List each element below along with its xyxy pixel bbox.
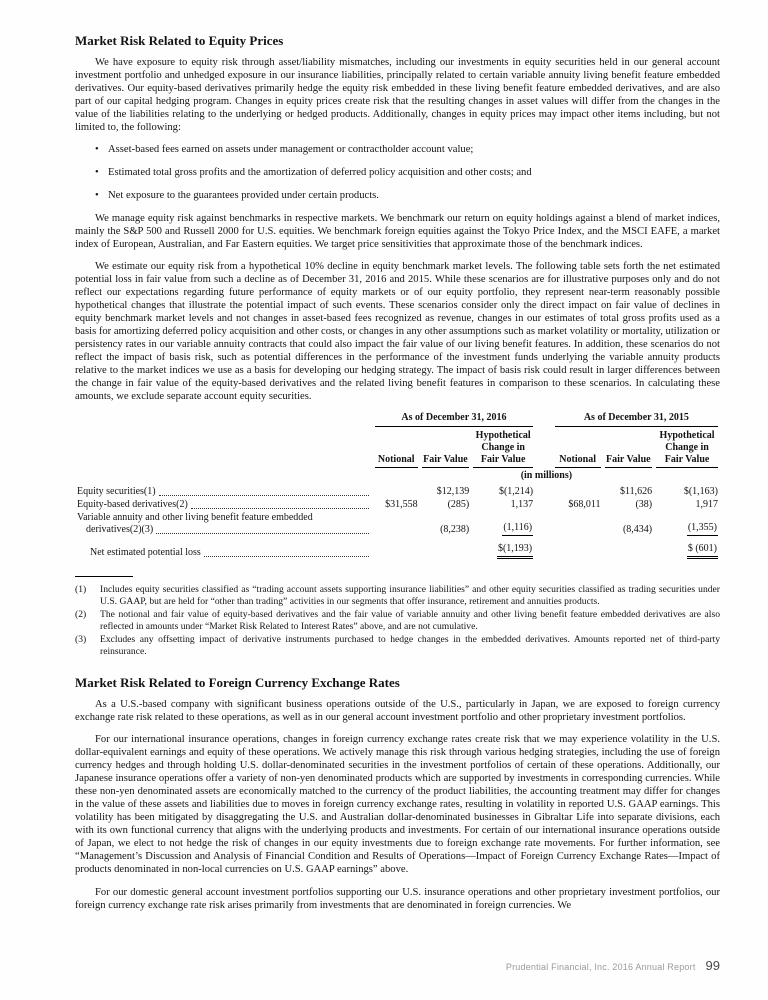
bullet-icon: • [95, 190, 99, 201]
cell-value: $12,139 [436, 486, 470, 497]
section-heading-foreign-currency: Market Risk Related to Foreign Currency Exchange Rates [75, 675, 400, 690]
footnote-text: Includes equity securities classified as “trading account assets supporting insurance liabilities” and other equity securities classified as trading securities under U.S. GAAP, but are held for “other than trading” activities in our segments that offer insurance, retirement and annuities products. [100, 584, 720, 607]
page-footer [506, 958, 720, 973]
footnote-number: (2) [75, 609, 87, 620]
cell-value: $31,558 [385, 499, 418, 510]
paragraph: For our international insurance operations, changes in foreign currency exchange rates create risk that we may experience volatility in the U.S. dollar-equivalent earnings and equity of these operations. We actively manage this risk through various hedging strategies, including the use of foreign currency hedges and through holding U.S. dollar-denominated securities in the investment portfolios of certain of these operations. Additionally, our Japanese insurance operations offer a variety of non-yen denominated products which are supported by investments in corresponding currencies. While these non-yen denominated assets are economically matched to the currency of the product liabilities, the accounting treatment may differ for changes in the value of these assets and liabilities due to moves in foreign currency exchange rates, resulting in volatility in reported U.S. GAAP earnings. This volatility has been mitigated by disaggregating the U.S. and Australian dollar-denominated businesses in Gibraltar Life into separate divisions, each with its own functional currency that aligns with the underlying products and investments. For certain of our international insurance operations outside of Japan, we elect to not hedge the risk of changes in our equity investments due to foreign exchange rate movements. For further information, see “Management’s Discussion and Analysis of Financial Condition and Results of Operations—Impact of Foreign Currency Exchange Rates—Impact of products denominated in non-local currencies on U.S. GAAP earnings” above. [75, 734, 720, 875]
cell-value [373, 511, 420, 536]
table-row [75, 511, 720, 536]
table-row-total [75, 536, 720, 561]
table-group-header-2016: As of December 31, 2016 [375, 412, 533, 427]
paragraph: We have exposure to equity risk through asset/liability mismatches, including our investments in equity securities held in our general account investment portfolio and unhedged exposure in our insurance liabilities, principally related to certain variable annuity living benefit feature embedded derivatives. Our equity-based derivatives primarily hedge the equity risk embedded in these living benefit feature embedded derivatives, and are also part of our capital hedging program. Changes in equity prices create risk that the resulting changes in asset values will differ from the changes in the value of the liabilities relating to the underlying or hedged products. Additionally, changes in equity prices may impact other items including, but not limited to, the following: [75, 57, 720, 133]
leader-dots [159, 494, 369, 496]
footnote-number: (1) [75, 584, 87, 595]
column-header-fair-value-2015: Fair Value [605, 454, 653, 468]
row-label: Net estimated potential loss [90, 547, 201, 558]
section-heading-equity-prices: Market Risk Related to Equity Prices [75, 33, 284, 48]
paragraph: For our domestic general account investment portfolios supporting our U.S. insurance operations and other proprietary investment portfolios, our foreign currency exchange rate risk arises primarily from investments that are denominated in foreign currencies. We [75, 887, 720, 911]
column-header-fair-value-2016: Fair Value [422, 454, 470, 468]
bullet-text: Estimated total gross profits and the amortization of deferred policy acquisition and other costs; and [108, 167, 532, 178]
cell-value: (1,355) [687, 522, 718, 536]
cell-value-total: $(1,193) [497, 543, 533, 559]
page-number: 99 [705, 958, 720, 973]
bullet-item [75, 143, 720, 156]
bullet-text: Net exposure to the guarantees provided under certain products. [108, 190, 379, 201]
cell-value [553, 485, 603, 498]
paragraph: We manage equity risk against benchmarks in respective markets. We benchmark our return on equity holdings against a blend of market indices, mainly the S&P 500 and Russell 2000 for U.S. equities. We benchmark foreign equities against the Tokyo Price Index, and the MSCI EAFE, a market index of European, Australian, and Far Eastern equities. We target price sensitivities that approximate those of the benchmark indices. [75, 213, 720, 250]
cell-value: (8,238) [440, 524, 470, 535]
bullet-item [75, 189, 720, 202]
bullet-item [75, 166, 720, 179]
row-label: Equity-based derivatives(2) [77, 499, 188, 510]
column-header-notional-2016: Notional [375, 454, 418, 468]
cell-value: (8,434) [622, 524, 653, 535]
column-header-hyp-change-2015: Hypothetical Change in Fair Value [656, 430, 718, 468]
footnote-item [75, 634, 720, 658]
cell-value: $11,626 [619, 486, 653, 497]
footnote-item [75, 584, 720, 608]
footnote-number: (3) [75, 634, 87, 645]
paragraph: As a U.S.-based company with significant business operations outside of the U.S., particularly in Japan, we are exposed to foreign currency exchange rate risk related to these operations, as well as in our general account investment portfolio and other proprietary investment portfolios. [75, 699, 720, 723]
table-units-note: (in millions) [520, 470, 573, 481]
footnote-text: The notional and fair value of equity-based derivatives and the fair value of variable annuity and other living benefit feature embedded derivatives are also reflected in amounts under “Market Risk Related to Interest Rates” above, and are not cumulative. [100, 609, 720, 632]
page-content [75, 33, 720, 921]
column-header-notional-2015: Notional [555, 454, 601, 468]
paragraph: We estimate our equity risk from a hypothetical 10% decline in equity benchmark market levels. The following table sets forth the net estimated potential loss in fair value from such a decline as of December 31, 2016 and 2015. While these scenarios are for illustrative purposes only and do not reflect our expectations regarding future performance of equity markets or of our equity portfolio, they represent near-term reasonably possible hypothetical changes that illustrate the potential impact of such events. These scenarios consider only the direct impact on fair value of declines in equity benchmark market levels and not changes in asset-based fees recognized as revenue, changes in our estimates of total gross profits used as a basis for amortizing deferred policy acquisition and other costs, or changes in any other assumptions such as market volatility or mortality, utilization or persistency rates in our variable annuity contracts that could also impact the fair value of our living benefit features. In addition, these scenarios do not reflect the impact of basis risk, such as potential differences in the performance of the investment funds underlying the variable annuity products relative to the market indices we use as a basis for developing our hedging strategy. The impact of basis risk could result in larger differences between the change in fair value of the equity-based derivatives and the related living benefit features in comparison to these scenarios. In calculating these amounts, we exclude separate account equity securities. [75, 261, 720, 402]
table-row [75, 485, 720, 498]
cell-value: $(1,214) [498, 486, 534, 497]
column-header-hyp-change-2016: Hypothetical Change in Fair Value [473, 430, 533, 468]
table-group-header-2015: As of December 31, 2015 [555, 412, 718, 427]
cell-value: (38) [635, 499, 653, 510]
cell-value: 1,917 [695, 499, 718, 510]
footnote-text: Excludes any offsetting impact of derivative instruments purchased to hedge changes in the embedded derivatives. Amounts reported net of third-party reinsurance. [100, 634, 720, 657]
bullet-text: Asset-based fees earned on assets under management or contractholder account value; [108, 144, 474, 155]
leader-dots [204, 555, 369, 557]
cell-value: (1,116) [502, 522, 533, 536]
cell-value: $68,011 [568, 499, 601, 510]
cell-value [373, 485, 420, 498]
bullet-icon: • [95, 144, 99, 155]
footnote-item [75, 609, 720, 633]
cell-value: $(1,163) [683, 486, 718, 497]
cell-value-total: $ (601) [687, 543, 718, 559]
bullet-list [75, 143, 720, 202]
row-label-line2: derivatives(2)(3) [86, 524, 154, 535]
row-label: Equity securities(1) [77, 486, 156, 497]
leader-dots [156, 532, 369, 534]
table-row [75, 498, 720, 511]
equity-risk-table [75, 412, 720, 561]
cell-value: (285) [447, 499, 470, 510]
cell-value [553, 511, 603, 536]
row-label-line1: Variable annuity and other living benefit feature embedded [77, 512, 313, 523]
bullet-icon: • [95, 167, 99, 178]
report-title-label: Prudential Financial, Inc. 2016 Annual Report [505, 962, 696, 972]
leader-dots [191, 507, 369, 509]
cell-value: 1,137 [510, 499, 534, 510]
footnote-separator [75, 576, 133, 577]
